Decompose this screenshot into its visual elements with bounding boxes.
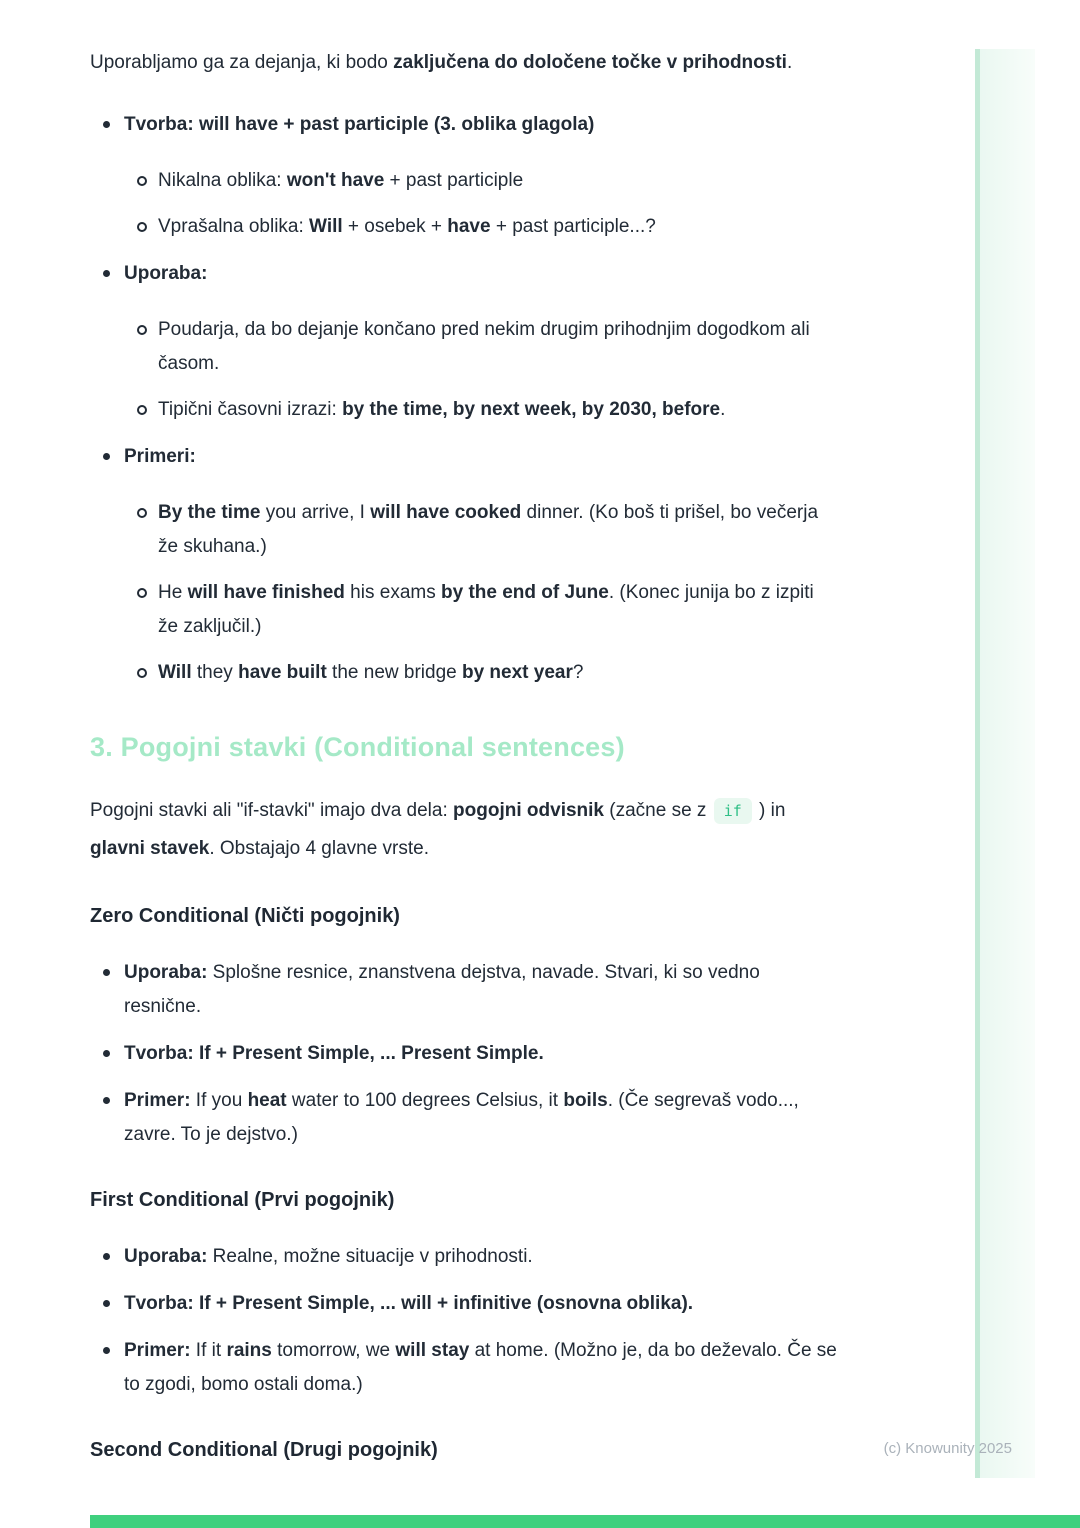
- list-item: [90, 440, 838, 690]
- bold-text-segment: boils: [563, 1090, 608, 1111]
- list-item: [90, 108, 838, 244]
- text-segment: they: [191, 662, 239, 683]
- sub-list-item: [124, 496, 838, 564]
- bold-text-segment: won't have: [286, 170, 385, 191]
- bold-text-segment: Tvorba: will have + past participle (3. oblika glagola): [124, 114, 595, 135]
- bold-text-segment: Will: [158, 662, 192, 683]
- bold-text-segment: by next year: [461, 662, 573, 683]
- text-segment: Realne, možne situacije v prihodnosti.: [207, 1246, 533, 1267]
- text-segment: + past participle...?: [490, 216, 656, 237]
- list-item: [90, 1334, 838, 1402]
- subsection-heading: First Conditional (Prvi pogojnik): [90, 1189, 395, 1211]
- bold-text-segment: Primeri:: [124, 446, 196, 467]
- list-item: [90, 1084, 838, 1152]
- text-segment: . Obstajajo 4 glavne vrste.: [209, 838, 430, 859]
- text-segment: Splošne resnice, znanstvena dejstva, navade. Stvari, ki so vedno resnične.: [124, 962, 760, 1017]
- text-segment: ?: [572, 662, 584, 683]
- text-segment: tomorrow, we: [271, 1340, 396, 1361]
- text-segment: . (Konec junija bo z izpiti že zaključil.): [158, 582, 814, 637]
- sub-list-item: [124, 210, 838, 244]
- bold-text-segment: heat: [247, 1090, 287, 1111]
- text-segment: Poudarja, da bo dejanje končano pred nekim drugim prihodnjim dogodkom ali časom.: [158, 319, 810, 374]
- text-segment: He: [158, 582, 188, 603]
- bold-text-segment: will have finished: [187, 582, 345, 603]
- sub-bullet-list: [124, 313, 838, 427]
- text-segment: dinner. (Ko boš ti prišel, bo večerja že skuhana.): [158, 502, 819, 557]
- bold-text-segment: Primer:: [124, 1340, 191, 1361]
- sub-bullet-list: [124, 496, 838, 690]
- page-edge-gradient: [975, 49, 1035, 1478]
- bold-text-segment: rains: [226, 1340, 272, 1361]
- sub-bullet-list: [124, 164, 838, 244]
- text-segment: .: [786, 52, 793, 73]
- subsection-heading: Zero Conditional (Ničti pogojnik): [90, 905, 400, 927]
- text-segment: you arrive, I: [260, 502, 371, 523]
- text-segment: Pogojni stavki ali "if-stavki" imajo dva dela:: [90, 800, 454, 821]
- text-segment: Tipični časovni izrazi:: [158, 399, 343, 420]
- text-segment: the new bridge: [326, 662, 462, 683]
- text-segment: at home. (Možno je, da bo deževalo. Če se to zgodi, bomo ostali doma.): [124, 1340, 837, 1395]
- copyright-text: (c) Knowunity 2025: [883, 1440, 1012, 1457]
- text-segment: . (Če segrevaš vodo..., zavre. To je dejstvo.): [124, 1090, 799, 1145]
- bold-text-segment: Will: [309, 216, 343, 237]
- text-segment: Uporabljamo ga za dejanja, ki bodo: [90, 52, 394, 73]
- text-segment: Vprašalna oblika:: [158, 216, 310, 237]
- bold-text-segment: Uporaba:: [124, 962, 208, 983]
- sub-list-item: [124, 656, 838, 690]
- sub-list-item: [124, 313, 838, 381]
- sub-list-item: [124, 164, 838, 198]
- sub-list-item: [124, 576, 838, 644]
- bold-text-segment: by the time, by next week, by 2030, before: [342, 399, 721, 420]
- bold-text-segment: Uporaba:: [124, 1246, 208, 1267]
- bold-text-segment: pogojni odvisnik: [453, 800, 604, 821]
- text-segment: ) in: [753, 800, 786, 821]
- bold-text-segment: Primer:: [124, 1090, 191, 1111]
- subsection-heading: Second Conditional (Drugi pogojnik): [90, 1439, 438, 1461]
- text-segment: Nikalna oblika:: [158, 170, 287, 191]
- bold-text-segment: Uporaba:: [124, 263, 208, 284]
- document-body: [90, 44, 838, 1490]
- bold-text-segment: Tvorba: If + Present Simple, ... Present Simple.: [124, 1043, 544, 1064]
- text-segment: water to 100 degrees Celsius, it: [286, 1090, 564, 1111]
- text-segment: + osebek +: [342, 216, 448, 237]
- text-segment: If it: [190, 1340, 227, 1361]
- bold-text-segment: zaključena do določene točke v prihodnosti: [393, 52, 787, 73]
- text-segment: (začne se z: [604, 800, 712, 821]
- paragraph: [90, 44, 838, 82]
- paragraph: [90, 792, 838, 868]
- bold-text-segment: Tvorba: If + Present Simple, ... will + infinitive (osnovna oblika).: [124, 1293, 694, 1314]
- text-segment: .: [720, 399, 726, 420]
- bold-text-segment: have built: [238, 662, 327, 683]
- bold-text-segment: have: [447, 216, 491, 237]
- bold-text-segment: by the end of June: [441, 582, 609, 603]
- text-segment: If you: [190, 1090, 248, 1111]
- inline-code-chip: if: [714, 798, 752, 824]
- bold-text-segment: By the time: [158, 502, 261, 523]
- sub-list-item: [124, 393, 838, 427]
- list-item: [90, 1240, 838, 1274]
- bold-text-segment: will have cooked: [370, 502, 522, 523]
- text-segment: + past participle: [384, 170, 524, 191]
- bold-text-segment: will stay: [395, 1340, 470, 1361]
- bullet-list: [90, 1240, 838, 1402]
- bullet-list: [90, 108, 838, 690]
- list-item: [90, 257, 838, 427]
- bottom-accent-bar: [90, 1515, 1080, 1528]
- section-heading: 3. Pogojni stavki (Conditional sentences): [90, 732, 625, 762]
- bold-text-segment: glavni stavek: [90, 838, 210, 859]
- text-segment: his exams: [344, 582, 441, 603]
- list-item: [90, 1037, 838, 1071]
- bullet-list: [90, 956, 838, 1152]
- list-item: [90, 956, 838, 1024]
- list-item: [90, 1287, 838, 1321]
